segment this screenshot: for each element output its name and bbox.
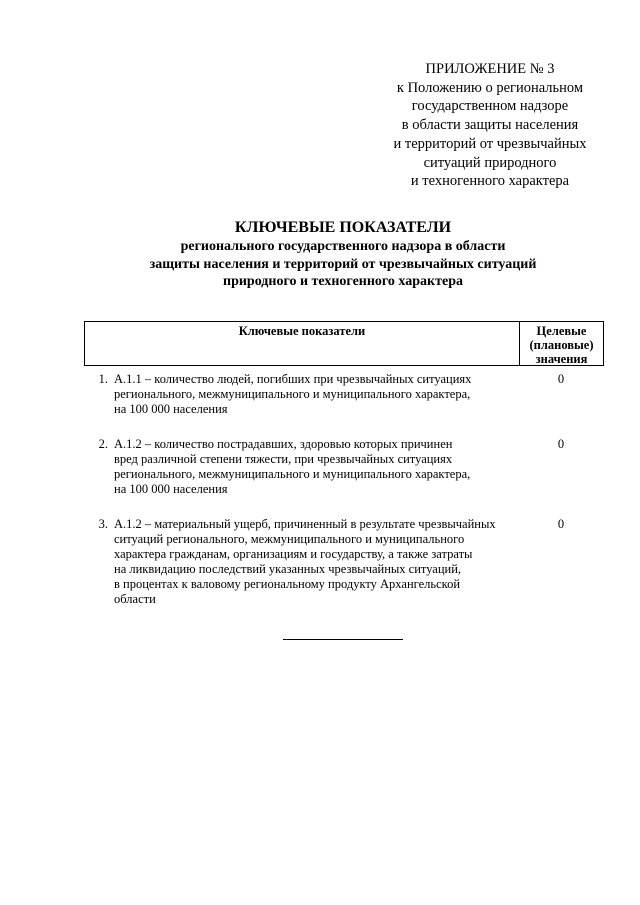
row-text-line: на ликвидацию последствий указанных чрезвычайных ситуаций,: [114, 562, 462, 576]
table-header: [84, 321, 604, 366]
row-text-line: А.1.2 – количество пострадавших, здоровью которых причинен: [114, 437, 453, 451]
header-indicators: Ключевые показатели: [85, 322, 520, 365]
row-value: 0: [557, 437, 565, 451]
title-sub-line: природного и техногенного характера: [223, 274, 463, 289]
row-text: [114, 437, 518, 497]
appendix-line: и территорий от чрезвычайных: [393, 135, 587, 152]
row-text-line: в процентах к валовому региональному продукту Архангельской: [114, 577, 461, 591]
row-text-line: вред различной степени тяжести, при чрезвычайных ситуациях: [114, 452, 453, 466]
table-row: [84, 437, 604, 497]
table-row: [84, 517, 604, 607]
table-row: [84, 372, 604, 417]
title-sub-line: защиты населения и территорий от чрезвычайных ситуаций: [149, 256, 537, 272]
document-title: [100, 218, 586, 291]
row-text: [114, 372, 518, 417]
row-text-line: ситуаций регионального, межмуниципального и муниципального: [114, 532, 465, 546]
row-value: 0: [557, 517, 565, 531]
appendix-line: государственном надзоре: [411, 98, 569, 115]
header-targets-line: значения: [535, 352, 588, 366]
appendix-line: ПРИЛОЖЕНИЕ № 3: [425, 61, 555, 77]
row-text-line: А.1.2 – материальный ущерб, причиненный в результате чрезвычайных: [114, 517, 496, 531]
appendix-line: в области защиты населения: [401, 117, 579, 134]
row-text-line: на 100 000 населения: [114, 402, 228, 416]
row-number: 1.: [98, 372, 108, 386]
closing-divider-line: [283, 639, 403, 640]
row-number: 3.: [98, 517, 108, 531]
row-number: 2.: [98, 437, 108, 451]
title-main: КЛЮЧЕВЫЕ ПОКАЗАТЕЛИ: [234, 219, 452, 236]
indicators-table: [84, 321, 604, 607]
row-value: 0: [557, 372, 565, 386]
title-sub-line: регионального государственного надзора в области: [180, 239, 506, 254]
header-targets: [520, 322, 603, 365]
row-text-line: регионального, межмуниципального и муниципального характера,: [114, 467, 471, 481]
row-text-line: регионального, межмуниципального и муниципального характера,: [114, 387, 471, 401]
appendix-block: [380, 60, 600, 191]
header-targets-line: Целевые: [536, 324, 587, 338]
appendix-line: к Положению о региональном: [396, 79, 584, 96]
header-targets-line: (плановые): [529, 338, 594, 352]
row-text: [114, 517, 518, 607]
row-text-line: А.1.1 – количество людей, погибших при чрезвычайных ситуациях: [114, 372, 472, 386]
row-text-line: области: [114, 592, 156, 606]
appendix-line: ситуаций природного: [423, 154, 557, 171]
row-text-line: характера гражданам, организациям и государству, а также затраты: [114, 547, 473, 561]
appendix-line: и техногенного характера: [410, 173, 570, 190]
row-text-line: на 100 000 населения: [114, 482, 228, 496]
